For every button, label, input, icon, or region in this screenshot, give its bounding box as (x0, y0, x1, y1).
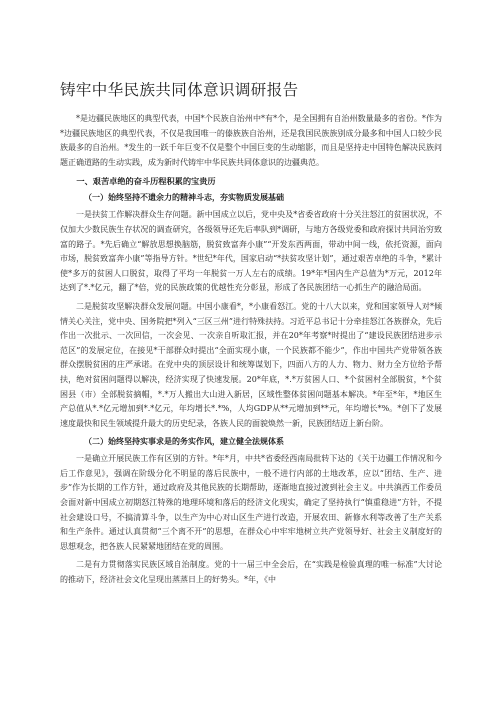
body-paragraph-4: 二是有力贯彻落实民族区域自治制度。党的十一届三中全会后，在“实践是检验真理的唯一标准”大讨论的推动下，经济社会文化呈现出蒸蒸日上的好势头。*年，《中 (60, 560, 442, 585)
body-paragraph-3: 一是确立开展民族工作有区别的方针。*年*月，中共*省委经西南局批转下达的《关于边疆工作情况和今后工作意见》，强调在阶级分化不明显的落后民族中，一般不进行内部的土地改革，应以“团结、生产、进步”作为长期的工作方针，通过政府及其他民族的长期帮助，逐渐地直接过渡到社会主义。中共滇西工作委员会面对新中国成立初期怒江特殊的地理环境和落后的经济文化现实，确定了坚持执行“慎重稳进”方针，不提社会建设口号，不搞清算斗争，以生产为中心对山区生产进行改造，开展农田、新修水利等改善了生产关系和生产条件。通过认真贯彻“三个离不开”的思想，在群众心中牢牢地树立共产党领导好、社会主义制度好的思想观念，把各族人民紧紧地团结在党的周围。 (60, 454, 442, 551)
document-page (60, 78, 442, 592)
subsection-heading-2: （二）始终坚持实事求是的务实作风，建立健全法规体系 (84, 437, 284, 447)
subsection-heading-1: （一）始终坚持不遗余力的精神斗志，夯实物质发展基础 (84, 193, 284, 203)
body-paragraph-1: 一是扶贫工作解决群众生存问题。新中国成立以后，党中央及*省委省政府十分关注怒江的贫困状况，不仅加大少数民族生存状况的调查研究，各级领导还先后率队到*调研，与地方各级党委和政府探讨共同治穷致富的路子。*先后确立“解放思想换脑筋，脱贫致富奔小康”“开发东西两面，带动中间一线，依托资源，面向市场，脱贫致富奔小康”等指导方针。*世纪*年代，国家启动“*扶贫攻坚计划”，通过艰苦卓绝的斗争，*累计使*多万的贫困人口脱贫，取得了平均一年脱贫一万人左右的成绩。19*年*国内生产总值为*万元，2012年达到了*.*亿元，翻了*倍，党的民族政策的优越性充分彰显，形成了各民族团结一心抓生产的融洽局面。 (60, 210, 442, 293)
document-title: 铸牢中华民族共同体意识调研报告 (60, 81, 299, 99)
section-heading: 一、艰苦卓绝的奋斗历程积累的宝贵历 (76, 176, 216, 187)
body-paragraph-2: 二是脱贫攻坚解决群众发展问题。中国小康看*，*小康看怒江。党的十八大以来，党和国家领导人对*倾情关心关注，党中央、国务院把*列入“三区三州”进行特殊扶持。习近平总书记十分牵挂怒江各族群众，先后作出一次批示、一次回信，一次会见、一次亲自听取汇报，并在20*年考察*时提出了“建设民族团结进步示范区”的发展定位，在接见*干部群众时提出“全面实现小康，一个民族都不能少”，作出中国共产党带领各族群众摆脱贫困的庄严承诺。在党中央的顶层设计和统筹谋划下，四面八方的人力、物力、财力全方位给予帮扶，绝对贫困问题得以解决，经济实现了快速发展。20*年底，*.*万贫困人口、*个贫困村全部脱贫，*个贫困县（市）全部脱贫摘帽，*.*万人搬出大山进入新居，区域性整体贫困问题基本解决。*年至*年，*地区生产总值从*.*亿元增加到*.*亿元，年均增长*.*%，人均GDP从**元增加到**元，年均增长*%。*创下了发展速度最快和民生领域提升最大的历史纪录，各族人民的面貌焕然一新，民族团结迈上新台阶。 (60, 301, 442, 428)
intro-paragraph: *是边疆民族地区的典型代表，中国*个民族自治州中*有*个，是全国拥有自治州数量最多的省份。*作为*边疆民族地区的典型代表，不仅是我国唯一的傣族族自治州，还是我国民族族别成分最多和中国人口较少民族最多的自治州。*发生的一跃千年巨变不仅是整个中国巨变的生动缩影，而且是坚持走中国特色解决民族问题正确道路的生动实践，成为新时代铸牢中华民族共同体意识的边疆典范。 (60, 114, 442, 167)
